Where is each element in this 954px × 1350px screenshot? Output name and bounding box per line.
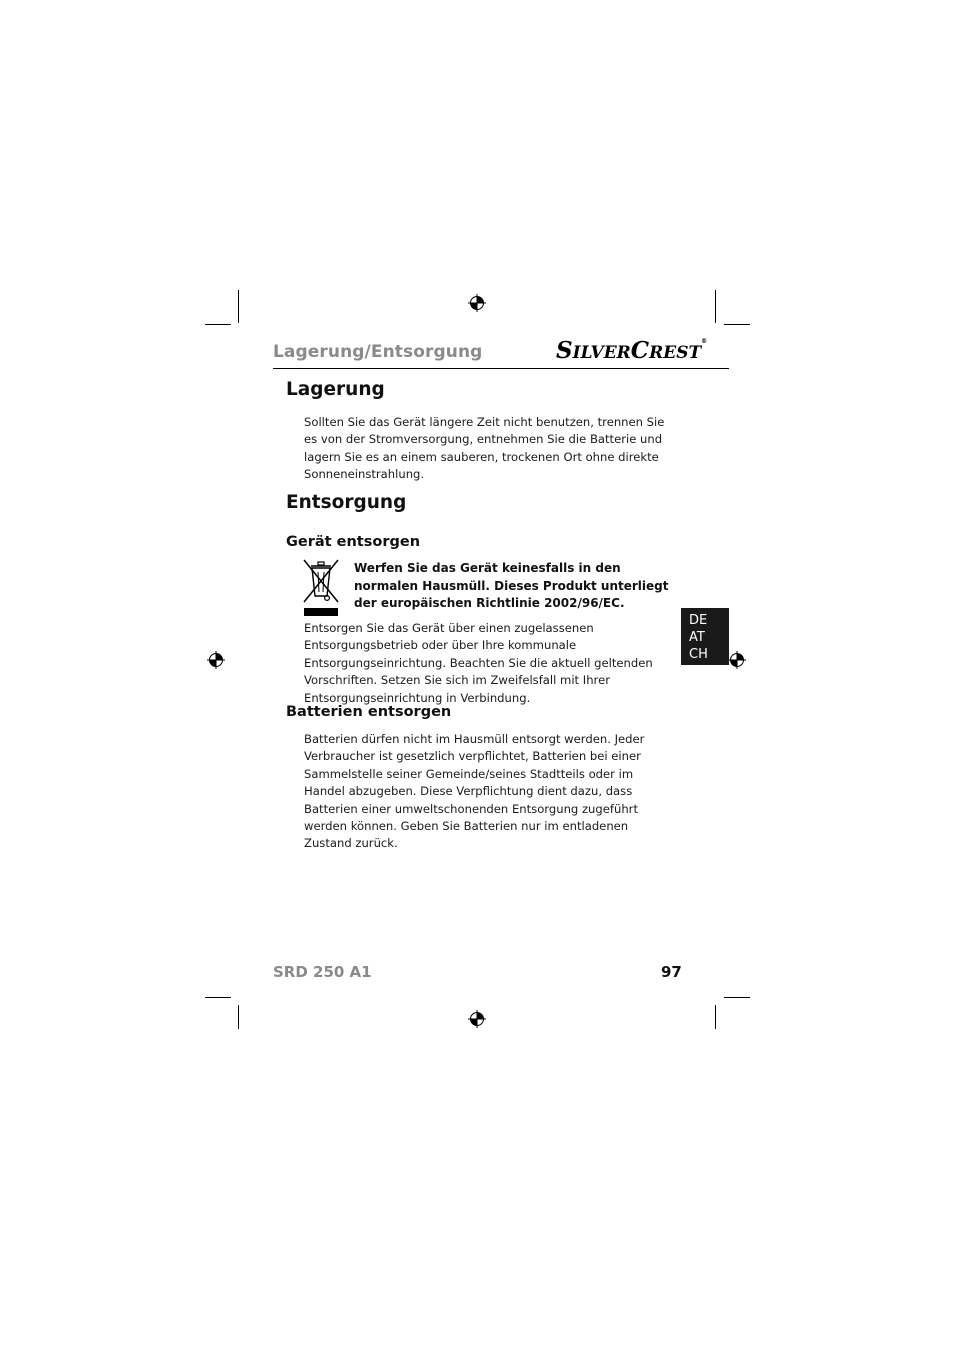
crop-mark — [724, 997, 750, 998]
crop-mark — [238, 1005, 239, 1029]
registration-mark-icon — [468, 1010, 486, 1028]
device-disposal-text: Entsorgen Sie das Gerät über einen zugelassenen Entsorgungsbetrieb oder über Ihre kommunale Entsorgungseinrichtung. Beachten Sie die aktuell geltenden Vorschriften. Setzen Sie sich im Zweifelsfall mit Ihrer Entsorgungseinrichtung in Verbindung. — [304, 621, 653, 705]
heading-device-disposal: Gerät entsorgen — [286, 534, 421, 550]
crossed-out-wheelie-bin-icon — [300, 556, 342, 618]
storage-text: Sollten Sie das Gerät längere Zeit nicht benutzen, trennen Sie es von der Stromversorgung, entnehmen Sie die Batterie und lagern Sie es an einem sauberen, trockenen Ort ohne direkte Sonneneinstrahlung. — [304, 415, 665, 482]
page-number: 97 — [661, 963, 682, 981]
registration-mark-icon — [468, 294, 486, 312]
crop-mark — [205, 997, 231, 998]
heading-battery-disposal: Batterien entsorgen — [286, 704, 452, 720]
silvercrest-logo: SILVERCREST® — [556, 337, 708, 364]
heading-storage: Lagerung — [286, 379, 385, 400]
battery-disposal-text: Batterien dürfen nicht im Hausmüll entsorgt werden. Jeder Verbraucher ist gesetzlich verpflichtet, Batterien bei einer Sammelstelle seiner Gemeinde/seines Stadtteils oder im Handel abzugeben. Diese Verpflichtung dient dazu, dass Batterien einer umweltschonenden Entsorgung zugeführt werden können. Geben Sie Batterien nur im entladenen Zustand zurück. — [304, 732, 645, 851]
section-header-title: Lagerung/Entsorgung — [273, 342, 483, 362]
heading-disposal: Entsorgung — [286, 492, 407, 513]
crop-mark — [238, 290, 239, 323]
language-code: CH — [689, 647, 708, 662]
language-code: AT — [689, 630, 705, 645]
header-rule — [273, 368, 729, 369]
disposal-warning: Werfen Sie das Gerät keinesfalls in den normalen Hausmüll. Dieses Produkt unterliegt der europäischen Richtlinie 2002/96/EC. — [354, 561, 669, 611]
registration-mark-icon — [728, 651, 746, 669]
language-code: DE — [689, 613, 708, 628]
registration-mark-icon — [207, 651, 225, 669]
crop-mark — [715, 1005, 716, 1029]
crop-mark — [724, 324, 750, 325]
footer-model-number: SRD 250 A1 — [273, 963, 372, 981]
crop-mark — [715, 290, 716, 323]
crop-mark — [205, 324, 231, 325]
language-tab — [681, 608, 729, 665]
